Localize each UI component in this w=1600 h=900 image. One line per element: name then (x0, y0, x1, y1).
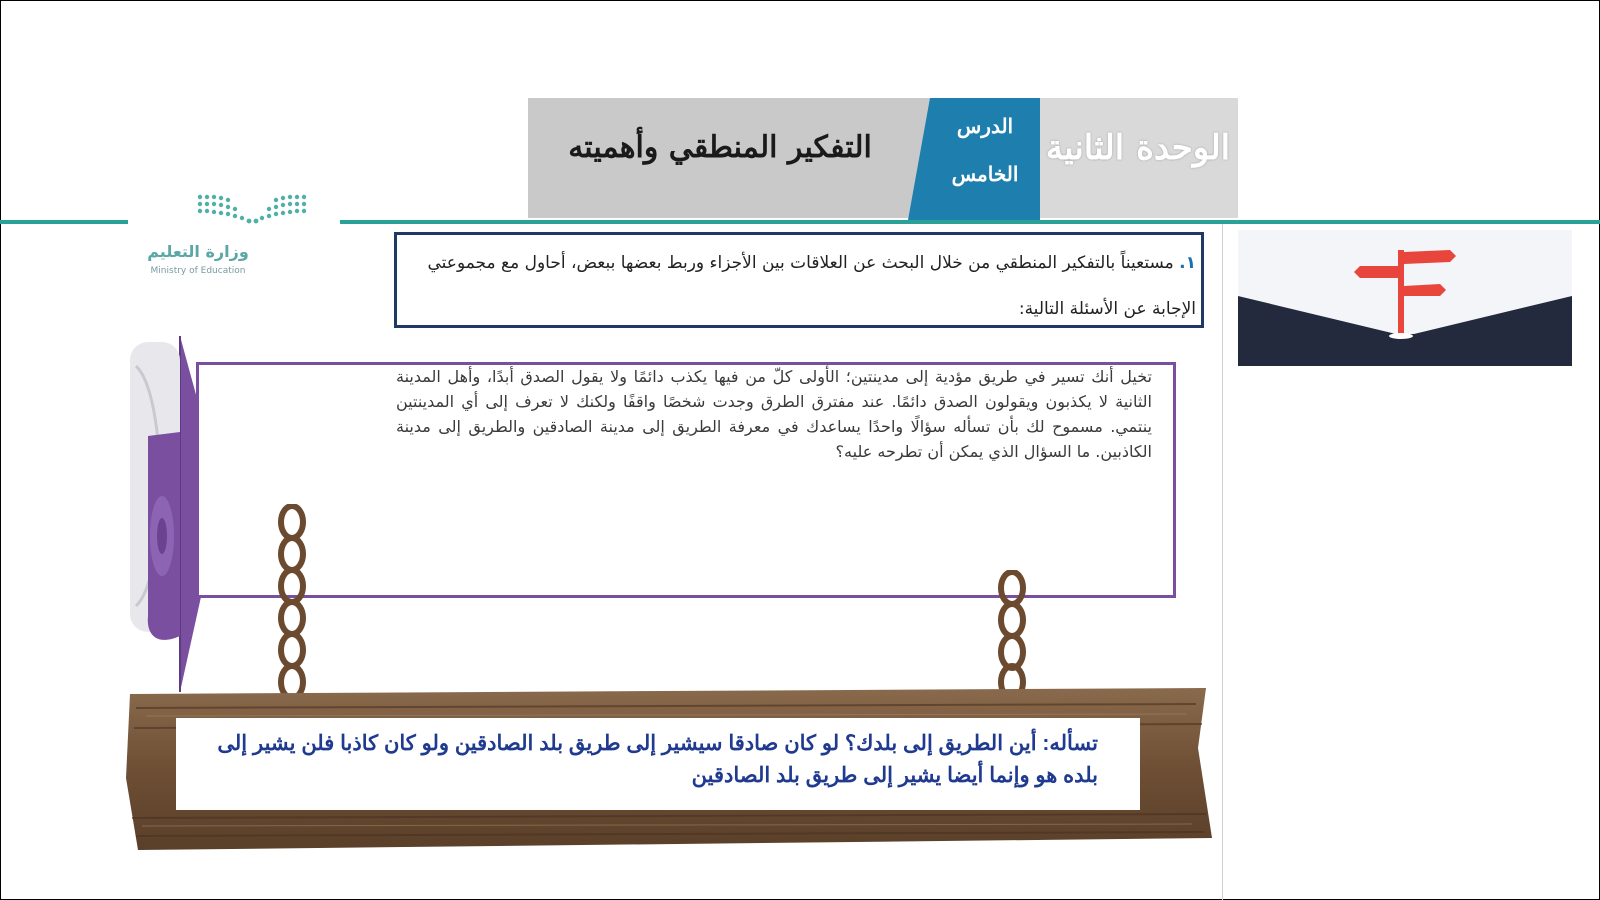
chain-icon (276, 504, 308, 704)
chain-icon (996, 570, 1028, 706)
divider-right (340, 220, 1600, 224)
answer-text: تسأله: أين الطريق إلى بلدك؟ لو كان صادقا سيشير إلى طريق بلد الصادقين ولو كان كاذبا فلن يشير إلى بلده هو وإنما أيضا يشير إلى طريق بلد الصادقين (217, 732, 1098, 787)
story-text: تخيل أنك تسير في طريق مؤدية إلى مدينتين؛ الأولى كلّ من فيها يكذب دائمًا ولا يقول الصدق أبدًا، وأهل المدينة الثانية لا يكذبون ويقولون الصدق دائمًا. عند مفترق الطرق وجدت شخصًا واقفًا ولكنك لا تعرف إلى أي المدينتين ينتمي. مسموح لك بأن تسأله سؤالًا واحدًا يساعدك في معرفة الطريق إلى مدينة الصادقين والطريق إلى مدينة الكاذبين. ما السؤال الذي يمكن أن تطرحه عليه؟ (396, 367, 1152, 461)
question-text (404, 240, 1196, 332)
column-divider (1222, 224, 1223, 900)
question-body: مستعيناً بالتفكير المنطقي من خلال البحث عن العلاقات بين الأجزاء وربط بعضها ببعض، أحاول مع مجموعتي الإجابة عن الأسئلة التالية: (427, 253, 1196, 319)
lesson-number: الخامس (951, 162, 1019, 186)
ministry-logo-icon (196, 192, 308, 226)
lesson-label: الدرس (956, 114, 1014, 138)
road-signpost-icon (1238, 230, 1572, 366)
ministry-name-english: Ministry of Education (150, 266, 246, 276)
ministry-name-arabic: وزارة التعليم (147, 242, 249, 261)
question-number: ١. (1179, 253, 1196, 273)
lesson-title: التفكير المنطقي وأهميته (568, 130, 872, 165)
divider-left (0, 220, 128, 224)
unit-label: الوحدة الثانية (1045, 128, 1231, 168)
